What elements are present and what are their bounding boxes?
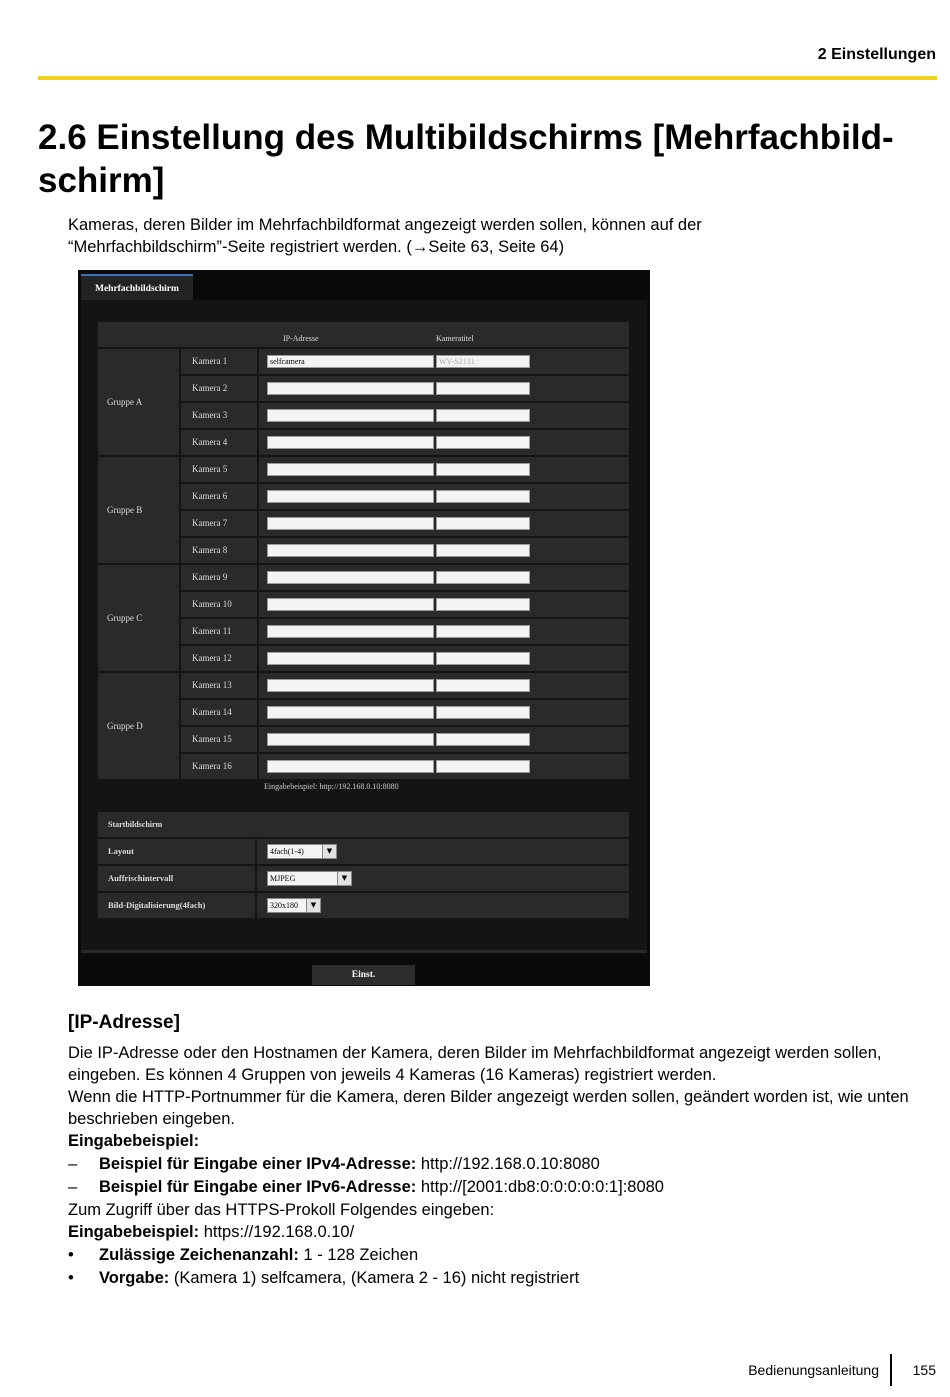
chevron-down-icon: ▼ [337,872,351,885]
digitization-value: 320x180 [270,901,298,910]
camera-title-input[interactable] [436,571,530,584]
list-item [68,1176,943,1198]
camera-label: Kamera 10 [181,592,257,617]
ipv4-example-label: Beispiel für Eingabe einer IPv4-Adresse: [99,1155,417,1173]
table-row [259,403,629,428]
intro-line-1: Kameras, deren Bilder im Mehrfachbildformat angezeigt werden sollen, können auf der [68,216,702,234]
camera-label: Kamera 5 [181,457,257,482]
table-row [259,700,629,725]
ip-address-input[interactable] [267,733,434,746]
https-text: Zum Zugriff über das HTTPS-Prokoll Folgendes eingeben: [68,1201,495,1219]
header-rule [38,76,937,80]
camera-label: Kamera 1 [181,349,257,374]
https-example-label: Eingabebeispiel: [68,1223,200,1241]
camera-title-input[interactable] [436,625,530,638]
input-example-hint: Eingabebeispiel: http://192.168.0.10:8080 [264,782,399,791]
digitization-row [257,893,629,918]
ip-address-input[interactable] [267,760,434,773]
camera-label: Kamera 16 [181,754,257,779]
paragraph-2: Wenn die HTTP-Portnummer für die Kamera, deren Bilder angezeigt werden sollen, geändert worden ist, wie unten beschrieben eingeben. [68,1088,909,1128]
ip-address-input[interactable] [267,517,434,530]
footer-doc-title: Bedienungsanleitung [748,1362,879,1378]
example-heading [68,1130,943,1152]
refresh-interval-label: Auffrischintervall [98,866,255,891]
camera-label: Kamera 8 [181,538,257,563]
max-chars-value: 1 - 128 Zeichen [298,1246,419,1264]
camera-label: Kamera 12 [181,646,257,671]
table-row [259,376,629,401]
table-row [259,484,629,509]
camera-title-input[interactable] [436,517,530,530]
digitization-label: Bild-Digitalisierung(4fach) [98,893,255,918]
layout-select[interactable] [267,844,337,859]
list-item [68,1267,943,1289]
ip-address-input[interactable] [267,463,434,476]
bullet-marker: • [68,1246,74,1264]
layout-select-value: 4fach(1-4) [270,847,304,856]
default-value: (Kamera 1) selfcamera, (Kamera 2 - 16) nicht registriert [169,1269,580,1287]
camera-title-input[interactable] [436,733,530,746]
ip-address-input[interactable] [267,679,434,692]
ip-address-input[interactable] [267,409,434,422]
refresh-interval-value: MJPEG [270,874,296,883]
page-title: 2.6 Einstellung des Multibildschirms [Mehrfachbild-schirm] [38,118,894,200]
multiscreen-settings-screenshot [78,270,650,986]
paragraph-1: Die IP-Adresse oder den Hostnamen der Kamera, deren Bilder im Mehrfachbildformat angezeigt werden sollen, eingeben. Es können 4 Gruppen von jeweils 4 Kameras (16 Kameras) registriert werden. [68,1044,882,1084]
ip-address-input[interactable] [267,652,434,665]
ipv6-example-value: http://[2001:db8:0:0:0:0:0:1]:8080 [416,1178,664,1196]
ip-address-input[interactable] [267,490,434,503]
camera-label: Kamera 9 [181,565,257,590]
refresh-interval-select[interactable] [267,871,352,886]
camera-label: Kamera 7 [181,511,257,536]
ip-address-input[interactable] [267,706,434,719]
camera-title-input[interactable] [436,544,530,557]
camera-label: Kamera 13 [181,673,257,698]
refresh-interval-row [257,866,629,891]
page-number: 155 [912,1362,936,1378]
table-row [259,349,629,374]
chevron-down-icon: ▼ [306,899,320,912]
footer-divider [890,1354,892,1386]
camera-label: Kamera 3 [181,403,257,428]
example-heading-label: Eingabebeispiel: [68,1132,200,1150]
camera-label: Kamera 4 [181,430,257,455]
table-row [259,619,629,644]
camera-table-header [98,322,629,347]
camera-title-input[interactable] [436,382,530,395]
camera-label: Kamera 2 [181,376,257,401]
table-row [259,646,629,671]
group-label: Gruppe D [98,673,179,779]
camera-label: Kamera 6 [181,484,257,509]
https-example [68,1221,943,1243]
group-label: Gruppe A [98,349,179,455]
default-label: Vorgabe: [99,1269,170,1287]
ip-address-input[interactable] [267,571,434,584]
camera-label: Kamera 11 [181,619,257,644]
camera-title-input[interactable] [436,436,530,449]
camera-title-input[interactable]: WV-S2131 [436,355,530,368]
chapter-label: 2 Einstellungen [817,46,936,63]
table-row [259,511,629,536]
camera-label: Kamera 14 [181,700,257,725]
camera-title-input[interactable] [436,598,530,611]
camera-title-input[interactable] [436,409,530,422]
table-row [259,430,629,455]
start-screen-section: Startbildschirm [98,812,629,837]
ip-address-input[interactable] [267,625,434,638]
max-chars-label: Zulässige Zeichenanzahl: [99,1246,299,1264]
ip-address-input[interactable] [267,598,434,611]
list-item [68,1244,943,1266]
table-row [259,565,629,590]
camera-title-input[interactable] [436,679,530,692]
camera-title-input[interactable] [436,490,530,503]
ip-address-input[interactable] [267,436,434,449]
group-label: Gruppe C [98,565,179,671]
table-row [259,592,629,617]
layout-row [257,839,629,864]
table-row [259,754,629,779]
camera-label: Kamera 15 [181,727,257,752]
table-row [259,727,629,752]
panel-divider [81,950,647,953]
https-example-value: https://192.168.0.10/ [199,1223,355,1241]
camera-title-input[interactable] [436,706,530,719]
list-item [68,1153,943,1175]
layout-label: Layout [98,839,255,864]
section-body [68,1042,943,1290]
section-heading: [IP-Adresse] [68,1012,180,1033]
table-row [259,457,629,482]
tab-mehrfachbildschirm[interactable]: Mehrfachbildschirm [81,274,193,300]
ipv6-example-label: Beispiel für Eingabe einer IPv6-Adresse: [99,1178,417,1196]
ip-address-input[interactable]: selfcamera [267,355,434,368]
ipv4-example-value: http://192.168.0.10:8080 [416,1155,600,1173]
intro-line-2: “Mehrfachbildschirm”-Seite registriert werden. (→Seite 63, Seite 64) [68,238,565,256]
digitization-select[interactable] [267,898,321,913]
camera-title-input[interactable] [436,760,530,773]
chevron-down-icon: ▼ [322,845,336,858]
set-button[interactable]: Einst. [312,965,415,985]
column-header-title: Kameratitel [436,334,474,343]
intro-text [68,214,928,258]
camera-title-input[interactable] [436,463,530,476]
camera-title-input[interactable] [436,652,530,665]
column-header-ip: IP-Adresse [283,334,319,343]
ip-address-input[interactable] [267,382,434,395]
table-row [259,538,629,563]
bullet-marker: • [68,1269,74,1287]
dash-marker: – [68,1155,78,1173]
dash-marker: – [68,1178,78,1196]
group-label: Gruppe B [98,457,179,563]
table-row [259,673,629,698]
ip-address-input[interactable] [267,544,434,557]
